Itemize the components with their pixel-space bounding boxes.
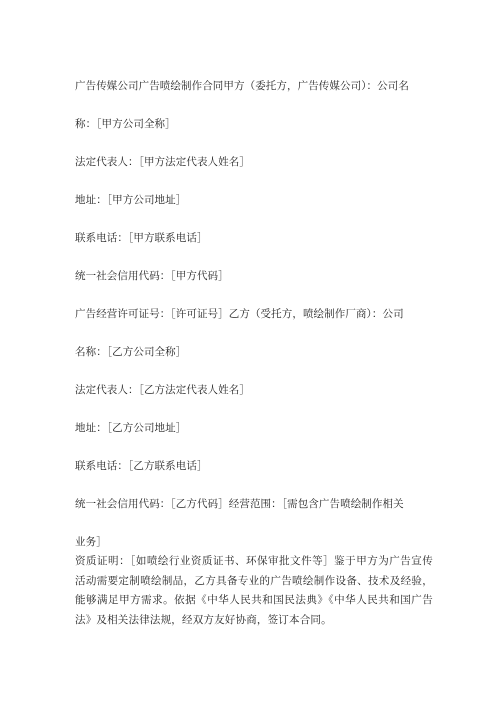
- party-b-credit-code-scope: 统一社会信用代码：［乙方代码］经营范围：［需包含广告喷绘制作相关: [75, 498, 404, 510]
- party-b-address: 地址：［乙方公司地址］: [75, 422, 187, 434]
- party-b-name-line: 名称：［乙方公司全称］: [75, 346, 187, 358]
- party-a-representative: 法定代表人：［甲方法定代表人姓名］: [75, 156, 250, 168]
- qualification-and-preamble-paragraph: 资质证明：［如喷绘行业资质证书、环保审批文件等］鉴于甲方为广告宣传活动需要定制喷绘制品，乙方具备专业的广告喷绘制作设备、技术及经验，能够满足甲方需求。依据《中华人民共和国民法典》《中华人民共和国广告法》及相关法律法规，经双方友好协商，签订本合同。: [75, 555, 433, 626]
- business-scope-continued: 业务］: [75, 536, 107, 548]
- party-b-phone: 联系电话：［乙方联系电话］: [75, 460, 208, 472]
- party-a-name-line: 称：［甲方公司全称］: [75, 118, 176, 130]
- party-b-representative: 法定代表人：［乙方法定代表人姓名］: [75, 384, 250, 396]
- party-a-credit-code: 统一社会信用代码：［甲方代码］: [75, 270, 229, 282]
- license-and-party-b-line: 广告经营许可证号：［许可证号］乙方（受托方，喷绘制作厂商）：公司: [75, 308, 404, 320]
- contract-title-line: 广告传媒公司广告喷绘制作合同甲方（委托方，广告传媒公司）：公司名: [75, 80, 409, 92]
- party-a-phone: 联系电话：［甲方联系电话］: [75, 232, 208, 244]
- party-a-address: 地址：［甲方公司地址］: [75, 194, 187, 206]
